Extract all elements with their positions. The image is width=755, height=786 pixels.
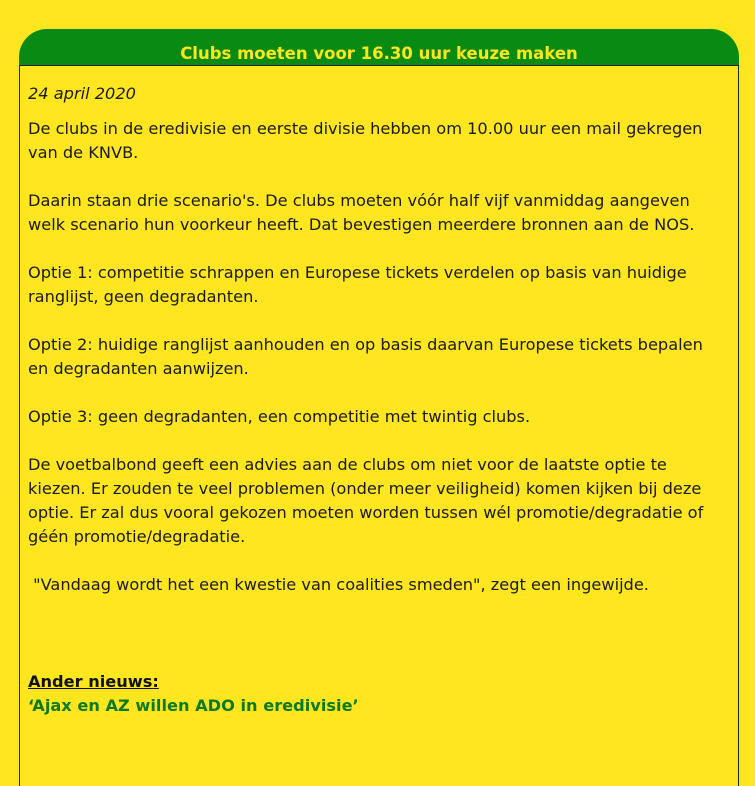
article-frame <box>19 29 739 769</box>
article-box <box>19 65 739 786</box>
article-paragraph: Daarin staan drie scenario's. De clubs moeten vóór half vijf vanmiddag aangeven welk scenario hun voorkeur heeft. Dat bevestigen meerdere bronnen aan de NOS. <box>28 191 695 234</box>
article-title-bar <box>19 29 739 65</box>
article-title: Clubs moeten voor 16.30 uur keuze maken <box>180 44 578 63</box>
article-quote: "Vandaag wordt het een kwestie van coalities smeden", zegt een ingewijde. <box>28 575 649 594</box>
other-news-link[interactable]: ‘Ajax en AZ willen ADO in eredivisie’ <box>28 696 359 715</box>
article-paragraph: Optie 2: huidige ranglijst aanhouden en op basis daarvan Europese tickets bepalen en degradanten aanwijzen. <box>28 335 703 378</box>
article-paragraph: Optie 3: geen degradanten, een competitie met twintig clubs. <box>28 407 531 426</box>
other-news-heading: Ander nieuws: <box>28 672 159 691</box>
article-paragraph: Optie 1: competitie schrappen en Europese tickets verdelen op basis van huidige ranglijst, geen degradanten. <box>28 263 687 306</box>
article-date: 24 april 2020 <box>28 84 136 103</box>
article-paragraph: De voetbalbond geeft een advies aan de clubs om niet voor de laatste optie te kiezen. Er zouden te veel problemen (onder meer veiligheid) komen kijken bij deze optie. Er zal dus vooral gekozen moeten worden tussen wél promotie/degradatie of géén promotie/degradatie. <box>28 455 704 546</box>
spacer <box>28 621 728 670</box>
article-content <box>28 82 728 718</box>
article-paragraph: De clubs in de eredivisie en eerste divisie hebben om 10.00 uur een mail gekregen van de KNVB. <box>28 119 703 162</box>
